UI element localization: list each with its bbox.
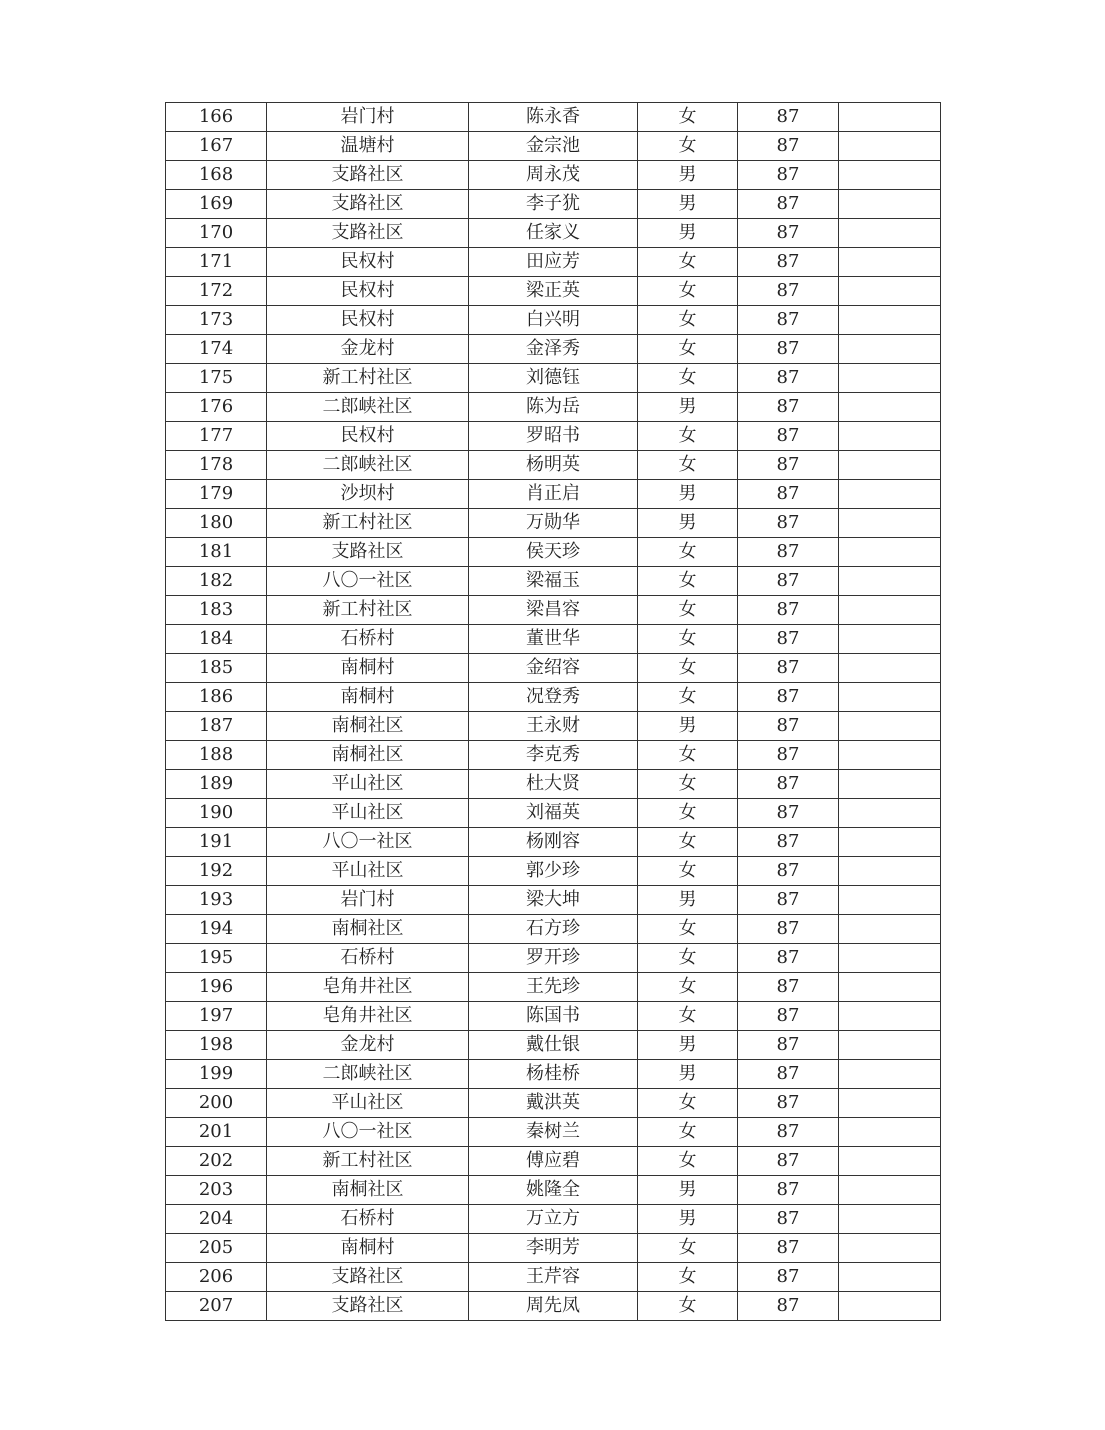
cell-age: 87 (738, 1118, 839, 1147)
cell-name: 李明芳 (469, 1234, 638, 1263)
cell-name: 罗昭书 (469, 422, 638, 451)
table-row (166, 161, 941, 190)
cell-village: 支路社区 (267, 1292, 469, 1321)
cell-note (839, 306, 941, 335)
cell-age: 87 (738, 625, 839, 654)
cell-name: 杨明英 (469, 451, 638, 480)
table-row (166, 219, 941, 248)
cell-age: 87 (738, 799, 839, 828)
table-row (166, 538, 941, 567)
table-row (166, 712, 941, 741)
cell-name: 秦树兰 (469, 1118, 638, 1147)
cell-gender: 男 (638, 393, 738, 422)
cell-village: 支路社区 (267, 1263, 469, 1292)
cell-number: 190 (166, 799, 267, 828)
cell-name: 杨刚容 (469, 828, 638, 857)
table-row (166, 625, 941, 654)
cell-number: 207 (166, 1292, 267, 1321)
cell-age: 87 (738, 248, 839, 277)
cell-number: 183 (166, 596, 267, 625)
cell-gender: 女 (638, 683, 738, 712)
cell-village: 八〇一社区 (267, 828, 469, 857)
cell-note (839, 335, 941, 364)
cell-age: 87 (738, 161, 839, 190)
cell-number: 176 (166, 393, 267, 422)
cell-note (839, 422, 941, 451)
cell-age: 87 (738, 480, 839, 509)
cell-village: 平山社区 (267, 799, 469, 828)
cell-name: 侯天珍 (469, 538, 638, 567)
cell-number: 204 (166, 1205, 267, 1234)
cell-age: 87 (738, 422, 839, 451)
table-row (166, 1031, 941, 1060)
cell-village: 南桐社区 (267, 915, 469, 944)
table-row (166, 190, 941, 219)
cell-note (839, 393, 941, 422)
cell-note (839, 1263, 941, 1292)
cell-gender: 女 (638, 1147, 738, 1176)
cell-gender: 女 (638, 1002, 738, 1031)
cell-age: 87 (738, 1176, 839, 1205)
cell-gender: 男 (638, 1060, 738, 1089)
cell-age: 87 (738, 1205, 839, 1234)
cell-number: 172 (166, 277, 267, 306)
cell-age: 87 (738, 103, 839, 132)
cell-village: 金龙村 (267, 1031, 469, 1060)
cell-age: 87 (738, 944, 839, 973)
table-row (166, 248, 941, 277)
cell-age: 87 (738, 1147, 839, 1176)
cell-gender: 男 (638, 1176, 738, 1205)
cell-age: 87 (738, 770, 839, 799)
cell-number: 178 (166, 451, 267, 480)
cell-village: 石桥村 (267, 625, 469, 654)
cell-number: 181 (166, 538, 267, 567)
cell-gender: 男 (638, 712, 738, 741)
cell-gender: 女 (638, 1292, 738, 1321)
cell-name: 况登秀 (469, 683, 638, 712)
cell-village: 南桐村 (267, 683, 469, 712)
cell-name: 李克秀 (469, 741, 638, 770)
cell-name: 万勋华 (469, 509, 638, 538)
cell-name: 王芹容 (469, 1263, 638, 1292)
cell-age: 87 (738, 393, 839, 422)
cell-village: 新工村社区 (267, 596, 469, 625)
cell-gender: 女 (638, 596, 738, 625)
cell-name: 陈国书 (469, 1002, 638, 1031)
cell-name: 郭少珍 (469, 857, 638, 886)
cell-number: 199 (166, 1060, 267, 1089)
table-row (166, 1118, 941, 1147)
cell-village: 沙坝村 (267, 480, 469, 509)
cell-village: 岩门村 (267, 103, 469, 132)
cell-number: 187 (166, 712, 267, 741)
cell-age: 87 (738, 886, 839, 915)
table-row (166, 886, 941, 915)
cell-village: 南桐村 (267, 654, 469, 683)
cell-village: 新工村社区 (267, 1147, 469, 1176)
cell-age: 87 (738, 190, 839, 219)
cell-gender: 男 (638, 219, 738, 248)
cell-name: 肖正启 (469, 480, 638, 509)
cell-name: 刘福英 (469, 799, 638, 828)
cell-age: 87 (738, 1031, 839, 1060)
cell-village: 南桐社区 (267, 1176, 469, 1205)
cell-gender: 男 (638, 161, 738, 190)
cell-village: 民权村 (267, 306, 469, 335)
cell-gender: 女 (638, 625, 738, 654)
cell-number: 166 (166, 103, 267, 132)
cell-note (839, 625, 941, 654)
table-row (166, 1147, 941, 1176)
cell-village: 二郎峡社区 (267, 1060, 469, 1089)
table-row (166, 306, 941, 335)
cell-number: 175 (166, 364, 267, 393)
cell-age: 87 (738, 654, 839, 683)
cell-village: 南桐社区 (267, 741, 469, 770)
cell-number: 202 (166, 1147, 267, 1176)
cell-age: 87 (738, 1002, 839, 1031)
table-row (166, 1205, 941, 1234)
cell-name: 戴仕银 (469, 1031, 638, 1060)
cell-age: 87 (738, 915, 839, 944)
cell-number: 182 (166, 567, 267, 596)
cell-number: 169 (166, 190, 267, 219)
cell-gender: 女 (638, 857, 738, 886)
cell-name: 周永茂 (469, 161, 638, 190)
cell-note (839, 1060, 941, 1089)
table-row (166, 1089, 941, 1118)
cell-name: 杜大贤 (469, 770, 638, 799)
cell-name: 金宗池 (469, 132, 638, 161)
table-row (166, 944, 941, 973)
cell-note (839, 1089, 941, 1118)
cell-gender: 男 (638, 886, 738, 915)
cell-gender: 女 (638, 248, 738, 277)
cell-village: 南桐社区 (267, 712, 469, 741)
cell-village: 金龙村 (267, 335, 469, 364)
table-row (166, 335, 941, 364)
cell-note (839, 973, 941, 1002)
cell-number: 206 (166, 1263, 267, 1292)
cell-name: 陈永香 (469, 103, 638, 132)
cell-name: 罗开珍 (469, 944, 638, 973)
cell-number: 189 (166, 770, 267, 799)
cell-age: 87 (738, 306, 839, 335)
cell-gender: 女 (638, 451, 738, 480)
cell-gender: 女 (638, 799, 738, 828)
cell-number: 179 (166, 480, 267, 509)
cell-number: 205 (166, 1234, 267, 1263)
cell-note (839, 161, 941, 190)
cell-note (839, 654, 941, 683)
table-row (166, 1263, 941, 1292)
cell-number: 168 (166, 161, 267, 190)
cell-name: 金绍容 (469, 654, 638, 683)
cell-note (839, 219, 941, 248)
cell-age: 87 (738, 219, 839, 248)
cell-name: 杨桂桥 (469, 1060, 638, 1089)
table-row (166, 915, 941, 944)
cell-number: 195 (166, 944, 267, 973)
cell-gender: 女 (638, 538, 738, 567)
cell-gender: 女 (638, 741, 738, 770)
cell-gender: 女 (638, 828, 738, 857)
table-row (166, 103, 941, 132)
cell-village: 二郎峡社区 (267, 393, 469, 422)
cell-name: 王永财 (469, 712, 638, 741)
cell-name: 陈为岳 (469, 393, 638, 422)
cell-gender: 女 (638, 1118, 738, 1147)
cell-note (839, 538, 941, 567)
cell-number: 171 (166, 248, 267, 277)
cell-age: 87 (738, 277, 839, 306)
cell-name: 田应芳 (469, 248, 638, 277)
cell-note (839, 944, 941, 973)
cell-number: 180 (166, 509, 267, 538)
table-row (166, 509, 941, 538)
cell-note (839, 509, 941, 538)
cell-gender: 女 (638, 103, 738, 132)
cell-village: 平山社区 (267, 1089, 469, 1118)
cell-name: 梁大坤 (469, 886, 638, 915)
table-row (166, 1060, 941, 1089)
cell-note (839, 857, 941, 886)
cell-village: 支路社区 (267, 190, 469, 219)
table-row (166, 1234, 941, 1263)
table-row (166, 1292, 941, 1321)
cell-note (839, 190, 941, 219)
cell-number: 177 (166, 422, 267, 451)
cell-gender: 女 (638, 335, 738, 364)
cell-note (839, 886, 941, 915)
cell-gender: 女 (638, 1089, 738, 1118)
cell-gender: 女 (638, 1234, 738, 1263)
cell-note (839, 596, 941, 625)
cell-number: 192 (166, 857, 267, 886)
table-row (166, 1002, 941, 1031)
cell-number: 173 (166, 306, 267, 335)
cell-number: 203 (166, 1176, 267, 1205)
cell-number: 186 (166, 683, 267, 712)
cell-number: 198 (166, 1031, 267, 1060)
cell-village: 石桥村 (267, 944, 469, 973)
cell-name: 金泽秀 (469, 335, 638, 364)
cell-name: 周先凤 (469, 1292, 638, 1321)
table-row (166, 364, 941, 393)
cell-village: 二郎峡社区 (267, 451, 469, 480)
cell-number: 194 (166, 915, 267, 944)
cell-village: 温塘村 (267, 132, 469, 161)
cell-gender: 女 (638, 422, 738, 451)
cell-gender: 女 (638, 915, 738, 944)
cell-gender: 女 (638, 944, 738, 973)
cell-note (839, 1147, 941, 1176)
cell-gender: 女 (638, 654, 738, 683)
cell-name: 梁福玉 (469, 567, 638, 596)
cell-village: 平山社区 (267, 857, 469, 886)
table-row (166, 799, 941, 828)
cell-number: 201 (166, 1118, 267, 1147)
cell-village: 新工村社区 (267, 509, 469, 538)
cell-gender: 女 (638, 973, 738, 1002)
cell-note (839, 770, 941, 799)
cell-village: 南桐村 (267, 1234, 469, 1263)
cell-age: 87 (738, 567, 839, 596)
cell-name: 石方珍 (469, 915, 638, 944)
cell-name: 傅应碧 (469, 1147, 638, 1176)
cell-age: 87 (738, 538, 839, 567)
cell-number: 170 (166, 219, 267, 248)
cell-age: 87 (738, 335, 839, 364)
cell-village: 石桥村 (267, 1205, 469, 1234)
cell-number: 184 (166, 625, 267, 654)
cell-note (839, 567, 941, 596)
cell-name: 姚隆全 (469, 1176, 638, 1205)
cell-gender: 女 (638, 132, 738, 161)
table-row (166, 422, 941, 451)
cell-gender: 女 (638, 364, 738, 393)
cell-note (839, 1292, 941, 1321)
cell-number: 191 (166, 828, 267, 857)
table-row (166, 596, 941, 625)
cell-name: 梁昌容 (469, 596, 638, 625)
cell-note (839, 828, 941, 857)
cell-name: 任家义 (469, 219, 638, 248)
table-row (166, 132, 941, 161)
cell-note (839, 1205, 941, 1234)
cell-number: 167 (166, 132, 267, 161)
cell-note (839, 1002, 941, 1031)
cell-note (839, 248, 941, 277)
cell-name: 李子犹 (469, 190, 638, 219)
cell-number: 193 (166, 886, 267, 915)
cell-note (839, 277, 941, 306)
cell-name: 白兴明 (469, 306, 638, 335)
cell-note (839, 799, 941, 828)
roster-table (165, 102, 941, 1321)
cell-gender: 男 (638, 190, 738, 219)
cell-note (839, 915, 941, 944)
table-row (166, 741, 941, 770)
cell-age: 87 (738, 1292, 839, 1321)
cell-gender: 女 (638, 277, 738, 306)
cell-age: 87 (738, 683, 839, 712)
roster-body (166, 103, 941, 1321)
cell-gender: 男 (638, 1031, 738, 1060)
cell-gender: 男 (638, 509, 738, 538)
table-row (166, 1176, 941, 1205)
cell-note (839, 1118, 941, 1147)
table-row (166, 683, 941, 712)
cell-number: 174 (166, 335, 267, 364)
cell-number: 188 (166, 741, 267, 770)
cell-age: 87 (738, 596, 839, 625)
cell-age: 87 (738, 741, 839, 770)
cell-gender: 女 (638, 567, 738, 596)
cell-note (839, 741, 941, 770)
cell-note (839, 132, 941, 161)
cell-gender: 女 (638, 306, 738, 335)
cell-note (839, 1031, 941, 1060)
cell-note (839, 1234, 941, 1263)
cell-age: 87 (738, 1263, 839, 1292)
cell-gender: 女 (638, 1263, 738, 1292)
cell-village: 平山社区 (267, 770, 469, 799)
cell-note (839, 683, 941, 712)
cell-gender: 女 (638, 770, 738, 799)
cell-note (839, 364, 941, 393)
table-row (166, 277, 941, 306)
table-row (166, 828, 941, 857)
cell-number: 185 (166, 654, 267, 683)
cell-name: 万立方 (469, 1205, 638, 1234)
cell-village: 新工村社区 (267, 364, 469, 393)
cell-gender: 男 (638, 1205, 738, 1234)
table-row (166, 393, 941, 422)
cell-age: 87 (738, 828, 839, 857)
cell-name: 戴洪英 (469, 1089, 638, 1118)
table-row (166, 654, 941, 683)
cell-note (839, 103, 941, 132)
cell-note (839, 1176, 941, 1205)
cell-village: 八〇一社区 (267, 1118, 469, 1147)
cell-gender: 男 (638, 480, 738, 509)
table-row (166, 567, 941, 596)
cell-age: 87 (738, 857, 839, 886)
cell-village: 岩门村 (267, 886, 469, 915)
cell-village: 支路社区 (267, 219, 469, 248)
table-row (166, 451, 941, 480)
cell-number: 200 (166, 1089, 267, 1118)
cell-number: 196 (166, 973, 267, 1002)
cell-village: 民权村 (267, 277, 469, 306)
cell-note (839, 480, 941, 509)
cell-village: 八〇一社区 (267, 567, 469, 596)
cell-name: 王先珍 (469, 973, 638, 1002)
cell-age: 87 (738, 451, 839, 480)
cell-village: 支路社区 (267, 161, 469, 190)
cell-name: 刘德钰 (469, 364, 638, 393)
cell-age: 87 (738, 132, 839, 161)
table-row (166, 857, 941, 886)
cell-age: 87 (738, 1089, 839, 1118)
cell-village: 皂角井社区 (267, 1002, 469, 1031)
cell-age: 87 (738, 712, 839, 741)
cell-age: 87 (738, 1060, 839, 1089)
cell-village: 民权村 (267, 422, 469, 451)
cell-age: 87 (738, 973, 839, 1002)
cell-village: 皂角井社区 (267, 973, 469, 1002)
cell-age: 87 (738, 364, 839, 393)
cell-village: 民权村 (267, 248, 469, 277)
cell-number: 197 (166, 1002, 267, 1031)
cell-note (839, 451, 941, 480)
table-row (166, 973, 941, 1002)
cell-note (839, 712, 941, 741)
cell-age: 87 (738, 509, 839, 538)
table-row (166, 770, 941, 799)
cell-name: 董世华 (469, 625, 638, 654)
table-row (166, 480, 941, 509)
cell-age: 87 (738, 1234, 839, 1263)
cell-name: 梁正英 (469, 277, 638, 306)
cell-village: 支路社区 (267, 538, 469, 567)
